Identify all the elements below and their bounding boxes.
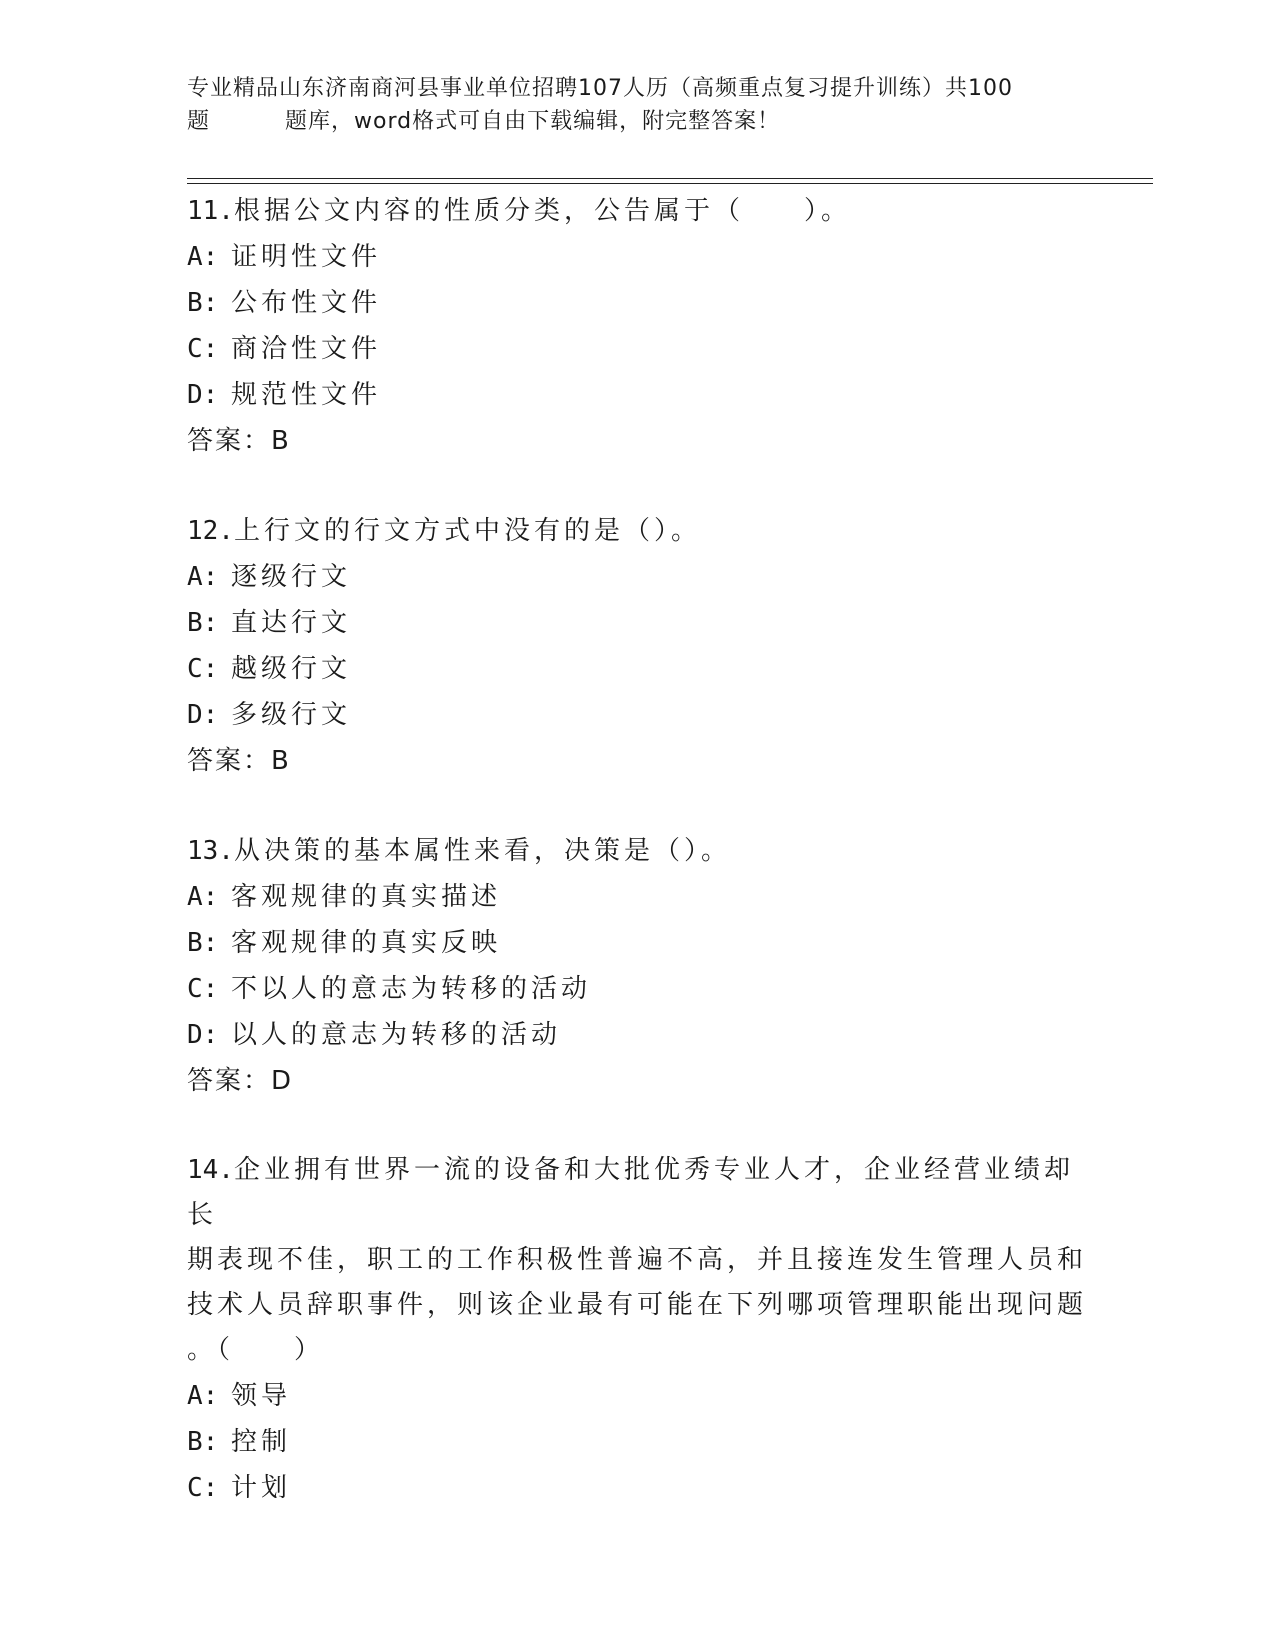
answer: 答案：B — [187, 746, 291, 776]
option-text: 控制 — [231, 1427, 292, 1457]
option-key: C: — [187, 974, 219, 1004]
option-key: C: — [187, 334, 219, 364]
question-number: 14. — [187, 1155, 234, 1185]
option-d — [187, 372, 1087, 418]
option-text: 逐级行文 — [231, 562, 352, 592]
option-text: 直达行文 — [231, 608, 352, 638]
question-list — [187, 188, 1087, 1511]
option-text: 计划 — [231, 1473, 292, 1503]
question-title — [187, 828, 1087, 874]
header-divider-bottom — [187, 183, 1153, 184]
option-a — [187, 234, 1087, 280]
question-text: 上行文的行文方式中没有的是（）。 — [233, 516, 701, 546]
question-title-line-2: 期表现不佳，职工的工作积极性普遍不高，并且接连发生管理人员和 — [187, 1245, 1088, 1275]
option-key: A: — [187, 882, 219, 912]
question-13 — [187, 828, 1087, 1104]
option-c — [187, 966, 1087, 1012]
question-title — [187, 508, 1087, 554]
option-d — [187, 692, 1087, 738]
question-title — [187, 188, 1087, 234]
header-title-line-1: 专业精品山东济南商河县事业单位招聘107人历（高频重点复习提升训练）共100 — [187, 76, 1013, 101]
option-a — [187, 874, 1087, 920]
option-b — [187, 280, 1087, 326]
header-divider-top — [187, 178, 1153, 179]
option-a — [187, 1373, 1087, 1419]
question-text: 从决策的基本属性来看，决策是（）。 — [233, 836, 731, 866]
question-text: 企业拥有世界一流的设备和大批优秀专业人才，企业经营业绩却长 — [187, 1155, 1074, 1230]
question-12 — [187, 508, 1087, 784]
option-text: 不以人的意志为转移的活动 — [231, 974, 592, 1004]
option-text: 证明性文件 — [231, 242, 382, 272]
answer: 答案：D — [187, 1066, 294, 1096]
option-text: 客观规律的真实反映 — [231, 928, 502, 958]
option-text: 商洽性文件 — [231, 334, 382, 364]
option-c — [187, 1465, 1087, 1511]
header-line-2-right: 题库，word格式可自由下载编辑，附完整答案！ — [285, 109, 781, 134]
option-key: C: — [187, 1473, 219, 1503]
document-header — [187, 72, 1087, 138]
option-key: B: — [187, 928, 219, 958]
option-key: B: — [187, 1427, 219, 1457]
question-text: 根据公文内容的性质分类，公告属于（ ）。 — [233, 196, 851, 226]
option-key: D: — [187, 380, 219, 410]
option-text: 客观规律的真实描述 — [231, 882, 502, 912]
option-text: 以人的意志为转移的活动 — [231, 1020, 562, 1050]
option-key: C: — [187, 654, 219, 684]
option-key: A: — [187, 1381, 219, 1411]
option-a — [187, 554, 1087, 600]
option-c — [187, 646, 1087, 692]
option-key: B: — [187, 608, 219, 638]
option-b — [187, 1419, 1087, 1465]
option-text: 规范性文件 — [231, 380, 382, 410]
option-text: 多级行文 — [231, 700, 352, 730]
header-line-2-left: 题 — [187, 109, 211, 134]
option-text: 领导 — [231, 1381, 292, 1411]
option-d — [187, 1012, 1087, 1058]
question-number: 11. — [187, 196, 234, 226]
header-title-line-2 — [187, 105, 1087, 138]
question-title-line-3: 技术人员辞职事件，则该企业最有可能在下列哪项管理职能出现问题 — [187, 1290, 1088, 1320]
question-number: 13. — [187, 836, 234, 866]
option-key: A: — [187, 562, 219, 592]
option-key: A: — [187, 242, 219, 272]
question-number: 12. — [187, 516, 234, 546]
option-key: B: — [187, 288, 219, 318]
question-11 — [187, 188, 1087, 464]
option-text: 越级行文 — [231, 654, 352, 684]
option-b — [187, 600, 1087, 646]
question-spacer — [187, 1104, 1087, 1148]
question-14 — [187, 1148, 1087, 1511]
answer: 答案：B — [187, 426, 291, 456]
option-text: 公布性文件 — [231, 288, 382, 318]
option-c — [187, 326, 1087, 372]
question-title-line-1 — [187, 1148, 1087, 1238]
option-b — [187, 920, 1087, 966]
question-spacer — [187, 784, 1087, 828]
question-title-line-4: 。（ ） — [187, 1335, 325, 1365]
option-key: D: — [187, 700, 219, 730]
question-spacer — [187, 464, 1087, 508]
option-key: D: — [187, 1020, 219, 1050]
